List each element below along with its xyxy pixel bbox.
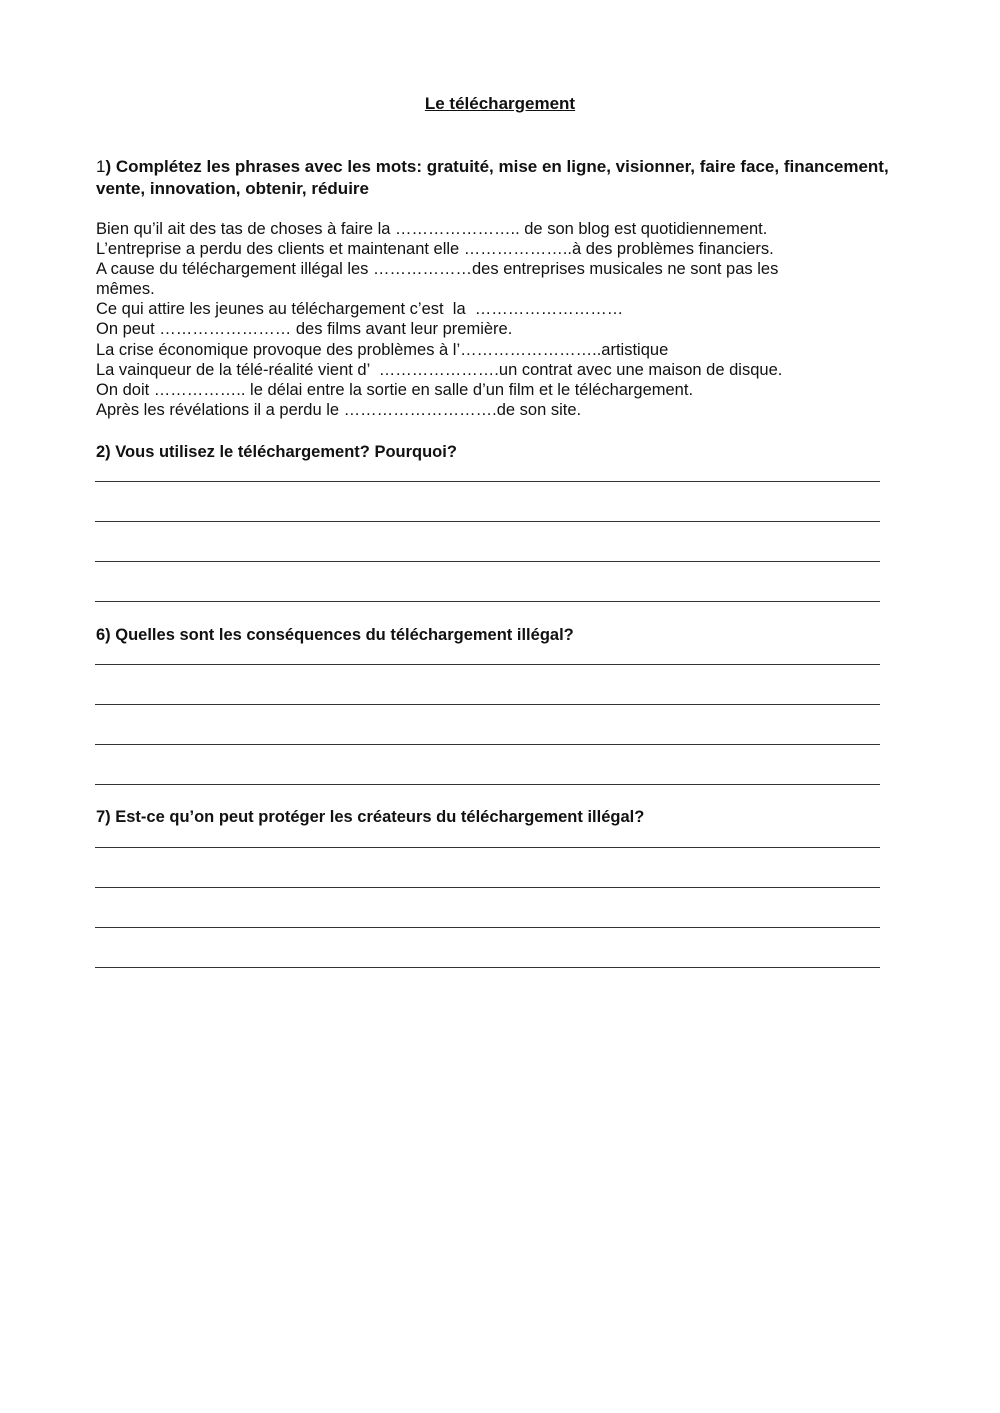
answer-line[interactable] [95, 561, 880, 562]
sentence-line: L’entreprise a perdu des clients et maintenant elle ………………..à des problèmes financiers. [96, 240, 774, 259]
exercise-1-instruction [96, 156, 896, 200]
answer-line[interactable] [95, 704, 880, 705]
question-2: 2) Vous utilisez le téléchargement? Pourquoi? [96, 443, 457, 461]
sentence-line: On peut …………………… des films avant leur première. [96, 320, 513, 339]
answer-line[interactable] [95, 847, 880, 848]
sentence-line: Après les révélations il a perdu le ……………………….de son site. [96, 400, 582, 419]
fill-in-sentences [96, 219, 896, 420]
answer-line[interactable] [95, 967, 880, 968]
exercise-1-number: 1 [96, 157, 106, 176]
answer-line[interactable] [95, 784, 880, 785]
answer-line[interactable] [95, 887, 880, 888]
answer-line[interactable] [95, 481, 880, 482]
answer-line[interactable] [95, 927, 880, 928]
answer-line[interactable] [95, 744, 880, 745]
page-title: Le téléchargement [424, 94, 576, 113]
question-6: 6) Quelles sont les conséquences du téléchargement illégal? [96, 626, 574, 644]
answer-line[interactable] [95, 521, 880, 522]
sentence-line: On doit …………….. le délai entre la sortie en salle d’un film et le téléchargement. [96, 380, 694, 399]
sentence-line: Bien qu’il ait des tas de choses à faire la ………………….. de son blog est quotidiennement. [96, 220, 768, 238]
answer-line[interactable] [95, 664, 880, 665]
sentence-line: mêmes. [96, 280, 155, 299]
sentence-line: A cause du téléchargement illégal les ………………des entreprises musicales ne sont pas les [96, 260, 779, 279]
exercise-1-instruction-text: ) Complétez les phrases avec les mots: gratuité, mise en ligne, visionner, faire face, financement, vente, innovation, obtenir, réduire [96, 157, 889, 198]
sentence-line: La crise économique provoque des problèmes à l’……………………..artistique [96, 340, 669, 359]
question-7: 7) Est-ce qu’on peut protéger les créateurs du téléchargement illégal? [96, 808, 645, 826]
answer-line[interactable] [95, 601, 880, 602]
sentence-line: La vainqueur de la télé-réalité vient d’ ………………….un contrat avec une maison de disque. [96, 360, 783, 379]
sentence-line: Ce qui attire les jeunes au téléchargement c’est la ……………………… [96, 300, 624, 319]
